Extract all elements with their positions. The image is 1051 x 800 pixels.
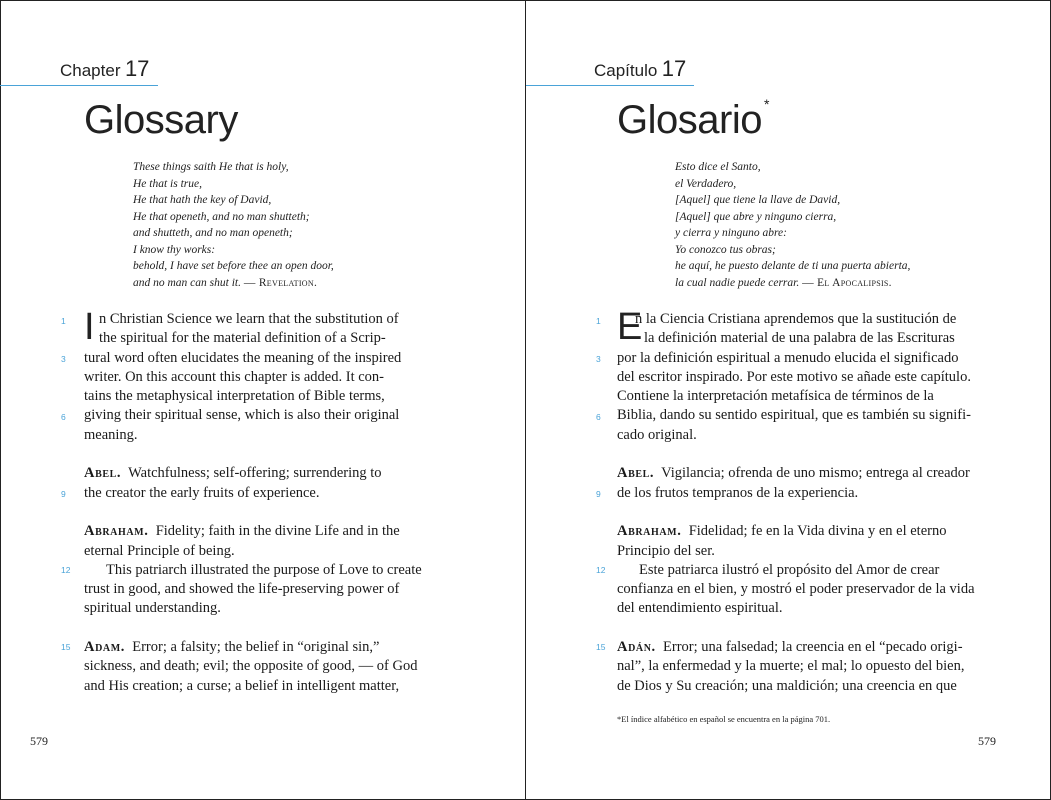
paragraph-line: the creator the early fruits of experience. [84,484,320,501]
epigraph-line: he aquí, he puesto delante de ti una puerta abierta, [675,260,911,272]
epigraph-line: [Aquel] que tiene la llave de David, [675,194,841,206]
page-title: Glossary [84,98,238,142]
paragraph-line: writer. On this account this chapter is added. It con- [84,368,384,385]
footnote-marker: * [763,96,769,112]
epigraph-line-last: la cual nadie puede cerrar. — El Apocalipsis. [675,276,892,289]
epigraph-line: [Aquel] que abre y ninguno cierra, [675,210,837,223]
epigraph-line: I know thy works: [133,243,216,256]
chapter-word: Chapter [60,61,121,80]
line-number: 12 [596,565,606,575]
line-number: 9 [596,489,601,499]
epigraph-line-last: and no man can shut it. — Revelation. [133,276,318,289]
line-number: 12 [61,565,71,575]
glossary-entry-line: Abel. Vigilancia; ofrenda de uno mismo; entrega al creador [617,465,970,482]
epigraph-line: He that openeth, and no man shutteth; [133,210,310,223]
line-number: 6 [596,412,601,422]
line-number: 3 [596,354,601,364]
epigraph-line: el Verdadero, [675,177,737,190]
paragraph-line: This patriarch illustrated the purpose of Love to create [106,561,422,578]
glossary-term: Abraham. [84,523,149,540]
paragraph-line: giving their spiritual sense, which is also their original [84,407,400,424]
epigraph-line: He that hath the key of David, [133,194,272,206]
glossary-term: Abel. [84,465,122,482]
epigraph-line: Esto dice el Santo, [675,161,761,173]
chapter-rule [526,85,694,86]
paragraph-line: Contiene la interpretación metafísica de términos de la [617,388,934,405]
body-text [617,306,997,696]
paragraph-line: del escritor inspirado. Por este motivo se añade este capítulo. [617,368,971,385]
paragraph-line: la definición material de una palabra de las Escrituras [644,330,955,347]
paragraph-line: meaning. [84,426,138,443]
drop-cap: I [84,306,95,348]
page-title: Glosario * [617,96,769,142]
epigraph [675,159,910,291]
paragraph-line: por la definición espiritual a menudo elucida el significado [617,349,959,366]
paragraph-line: nal”, la enfermedad y la muerte; el mal; lo opuesto del bien, [617,658,965,675]
line-number: 1 [596,316,601,326]
glossary-entry-line: Adam. Error; a falsity; the belief in “original sin,” [84,639,380,656]
paragraph-line: and His creation; a curse; a belief in intelligent matter, [84,677,400,694]
glossary-term: Adam. [84,639,125,656]
line-number: 1 [61,316,66,326]
paragraph-line: tains the metaphysical interpretation of Bible terms, [84,388,385,405]
chapter-heading [594,56,686,82]
paragraph-line: eternal Principle of being. [84,542,235,559]
epigraph-line: He that is true, [133,177,202,190]
paragraph-line: tural word often elucidates the meaning of the inspired [84,349,402,366]
footnote: *El índice alfabético en español se encuentra en la página 701. [617,714,831,724]
glossary-entry-line: Abel. Watchfulness; self-offering; surrendering to [84,465,382,482]
drop-cap: E [617,306,643,348]
epigraph-attribution: — El Apocalipsis. [802,276,892,289]
paragraph-line: trust in good, and showed the life-preserving power of [84,581,400,598]
glossary-term: Abraham. [617,523,682,540]
page-number: 579 [30,734,48,748]
paragraph-line: I n Christian Science we learn that the substitution of [84,306,399,348]
chapter-number: 17 [661,56,687,81]
chapter-rule [0,85,158,86]
chapter-word: Capítulo [594,61,658,80]
paragraph-line: de Dios y Su creación; una maldición; una creencia en que [617,677,957,694]
line-number: 15 [61,642,71,652]
body-text [84,306,454,696]
epigraph-attribution: — Revelation. [243,276,318,289]
right-page [526,0,1051,800]
epigraph-line: y cierra y ninguno abre: [675,227,787,239]
epigraph [133,159,334,291]
paragraph-line: cado original. [617,426,697,443]
line-number: 15 [596,642,606,652]
glossary-entry-line: Abraham. Fidelidad; fe en la Vida divina y en el eterno [617,523,947,540]
line-number: 3 [61,354,66,364]
epigraph-line: Yo conozco tus obras; [675,243,776,256]
chapter-number: 17 [124,56,150,81]
paragraph-line: E n la Ciencia Cristiana aprendemos que la sustitución de [617,306,957,348]
page-number: 579 [978,734,996,748]
paragraph-line: the spiritual for the material definition of a Scrip- [99,330,386,347]
glossary-term: Adán. [617,639,656,656]
paragraph-line: sickness, and death; evil; the opposite of good, — of God [84,658,418,675]
paragraph-line: Principio del ser. [617,542,715,559]
paragraph-line: de los frutos tempranos de la experiencia. [617,484,859,501]
glossary-entry-line: Abraham. Fidelity; faith in the divine Life and in the [84,523,400,540]
epigraph-line: and shutteth, and no man openeth; [133,227,293,239]
epigraph-line: behold, I have set before thee an open door, [133,260,334,272]
line-number: 6 [61,412,66,422]
paragraph-line: del entendimiento espiritual. [617,600,783,617]
glossary-entry-line: Adán. Error; una falsedad; la creencia en el “pecado origi- [617,639,963,656]
paragraph-line: confianza en el bien, y mostró el poder preservador de la vida [617,581,975,598]
paragraph-line: Este patriarca ilustró el propósito del Amor de crear [639,561,940,578]
epigraph-line: These things saith He that is holy, [133,161,289,173]
glossary-term: Abel. [617,465,655,482]
left-page [0,0,525,800]
chapter-heading [60,56,149,82]
line-number: 9 [61,489,66,499]
paragraph-line: spiritual understanding. [84,600,221,617]
paragraph-line: Biblia, dando su sentido espiritual, que es también su signifi- [617,407,971,424]
